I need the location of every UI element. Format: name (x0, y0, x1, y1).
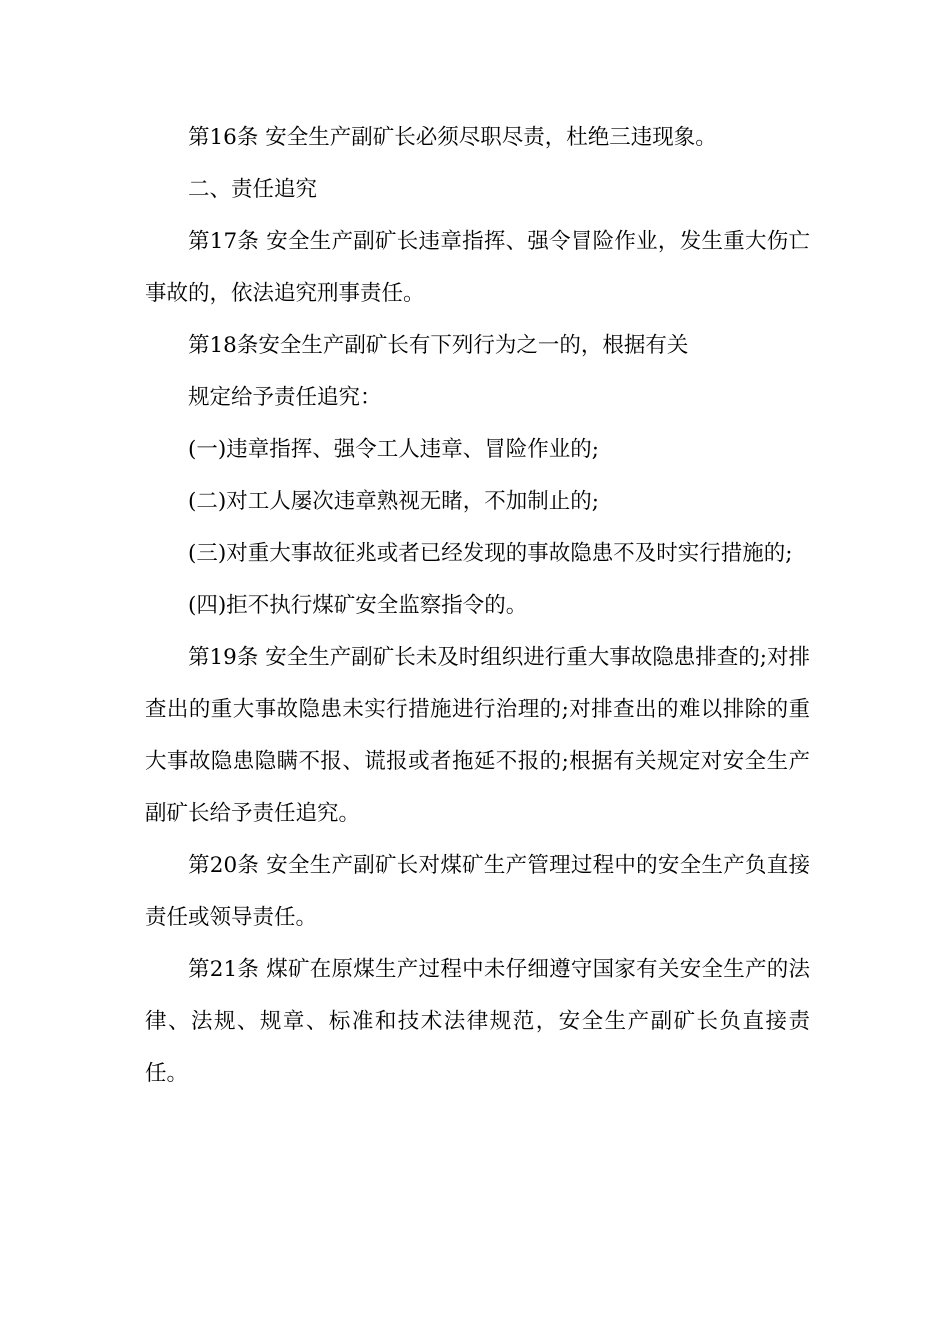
list-item-4: (四)拒不执行煤矿安全监察指令的。 (188, 593, 528, 618)
list-item-2: (二)对工人屡次违章熟视无睹，不加制止的; (188, 489, 600, 514)
article-18-continuation: 规定给予责任追究： (188, 385, 382, 410)
article-17: 第17条 安全生产副矿长违章指挥、强令冒险作业，发生重大伤亡事故的，依法追究刑事责任。 (145, 229, 810, 306)
article-16: 第16条 安全生产副矿长必须尽职尽责，杜绝三违现象。 (188, 125, 717, 150)
article-19: 第19条 安全生产副矿长未及时组织进行重大事故隐患排查的;对排查出的重大事故隐患未实行措施进行治理的;对排查出的难以排除的重大事故隐患隐瞒不报、谎报或者拖延不报的;根据有关规定对安全生产副矿长给予责任追究。 (145, 645, 810, 826)
list-item-1: (一)违章指挥、强令工人违章、冒险作业的; (188, 437, 600, 462)
article-18: 第18条安全生产副矿长有下列行为之一的，根据有关 (188, 333, 689, 358)
list-item-3: (三)对重大事故征兆或者已经发现的事故隐患不及时实行措施的; (188, 541, 793, 566)
document-body (145, 112, 810, 1100)
section-heading-accountability: 二、责任追究 (188, 177, 318, 202)
article-20: 第20条 安全生产副矿长对煤矿生产管理过程中的安全生产负直接责任或领导责任。 (145, 853, 810, 930)
article-21: 第21条 煤矿在原煤生产过程中未仔细遵守国家有关安全生产的法律、法规、规章、标准和技术法律规范，安全生产副矿长负直接责任。 (145, 957, 810, 1086)
